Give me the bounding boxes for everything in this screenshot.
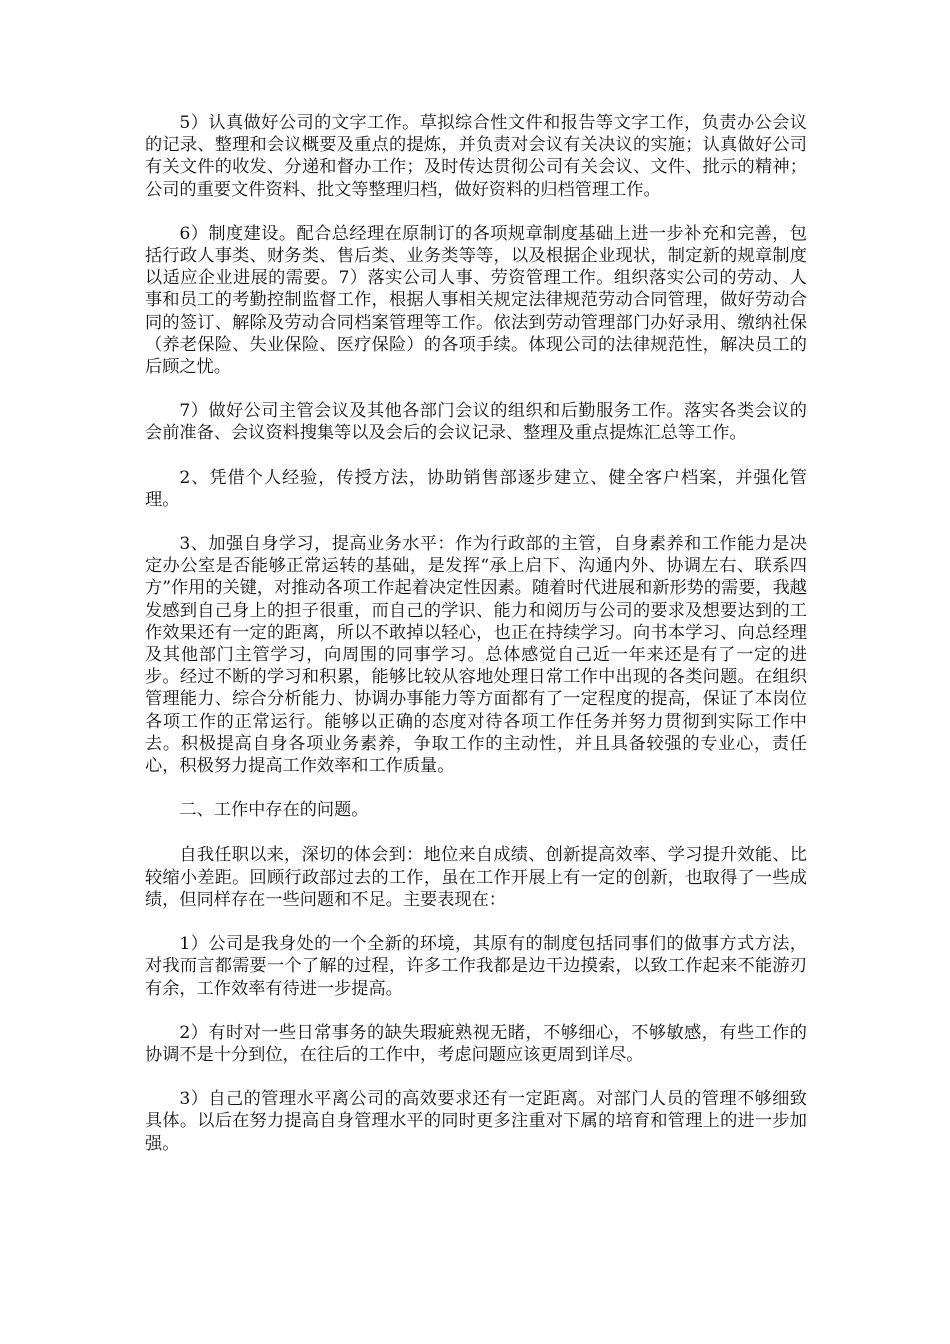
- paragraph-point-2: 2、凭借个人经验，传授方法，协助销售部逐步建立、健全客户档案，并强化管理。: [145, 467, 807, 510]
- paragraph-item-7: 7）做好公司主管会议及其他各部门会议的组织和后勤服务工作。落实各类会议的会前准备、会议资料搜集等以及会后的会议记录、整理及重点提炼汇总等工作。: [145, 401, 807, 444]
- section-heading-problems: 二、工作中存在的问题。: [179, 800, 369, 821]
- paragraph-problem-1: 1）公司是我身处的一个全新的环境，其原有的制度包括同事们的做事方式方法，对我而言都需要一个了解的过程，许多工作我都是边干边摸索，以致工作起来不能游刃有余，工作效率有待进一步提高。: [145, 934, 807, 999]
- paragraph-problem-3: 3）自己的管理水平离公司的高效要求还有一定距离。对部门人员的管理不够细致具体。以后在努力提高自身管理水平的同时更多注重对下属的培育和管理上的进一步加强。: [145, 1089, 807, 1154]
- paragraph-item-5: 5）认真做好公司的文字工作。草拟综合性文件和报告等文字工作，负责办公会议的记录、整理和会议概要及重点的提炼，并负责对会议有关决议的实施；认真做好公司有关文件的收发、分递和督办工作；及时传达贯彻公司有关会议、文件、批示的精神；公司的重要文件资料、批文等整理归档，做好资料的归档管理工作。: [145, 113, 807, 200]
- paragraph-point-3: 3、加强自身学习，提高业务水平：作为行政部的主管，自身素养和工作能力是决定办公室是否能够正常运转的基础，是发挥“承上启下、沟通内外、协调左右、联系四方”作用的关键，对推动各项工作起着决定性因素。随着时代进展和新形势的需要，我越发感到自己身上的担子很重，而自己的学识、能力和阅历与公司的要求及想要达到的工作效果还有一定的距离，所以不敢掉以轻心，也正在持续学习。向书本学习、向总经理及其他部门主管学习，向周围的同事学习。总体感觉自己近一年来还是有了一定的进步。经过不断的学习和积累，能够比较从容地处理日常工作中出现的各类问题。在组织管理能力、综合分析能力、协调办事能力等方面都有了一定程度的提高，保证了本岗位各项工作的正常运行。能够以正确的态度对待各项工作任务并努力贯彻到实际工作中去。积极提高自身各项业务素养，争取工作的主动性，并且具备较强的专业心，责任心，积极努力提高工作效率和工作质量。: [145, 534, 807, 777]
- paragraph-item-6: 6）制度建设。配合总经理在原制订的各项规章制度基础上进一步补充和完善，包括行政人事类、财务类、售后类、业务类等等，以及根据企业现状，制定新的规章制度以适应企业进展的需要。7）落实公司人事、劳资管理工作。组织落实公司的劳动、人事和员工的考勤控制监督工作，根据人事相关规定法律规范劳动合同管理，做好劳动合同的签订、解除及劳动合同档案管理等工作。依法到劳动管理部门办好录用、缴纳社保（养老保险、失业保险、医疗保险）的各项手续。体现公司的法律规范性，解决员工的后顾之忧。: [145, 223, 807, 378]
- paragraph-intro-problems: 自我任职以来，深切的体会到：地位来自成绩、创新提高效率、学习提升效能、比较缩小差距。回顾行政部过去的工作，虽在工作开展上有一定的创新，也取得了一些成绩，但同样存在一些问题和不足。主要表现在：: [145, 845, 807, 910]
- document-body: [145, 112, 807, 1177]
- paragraph-problem-2: 2）有时对一些日常事务的缺失瑕疵熟视无睹，不够细心，不够敏感，有些工作的协调不是十分到位，在往后的工作中，考虑问题应该更周到详尽。: [145, 1022, 807, 1065]
